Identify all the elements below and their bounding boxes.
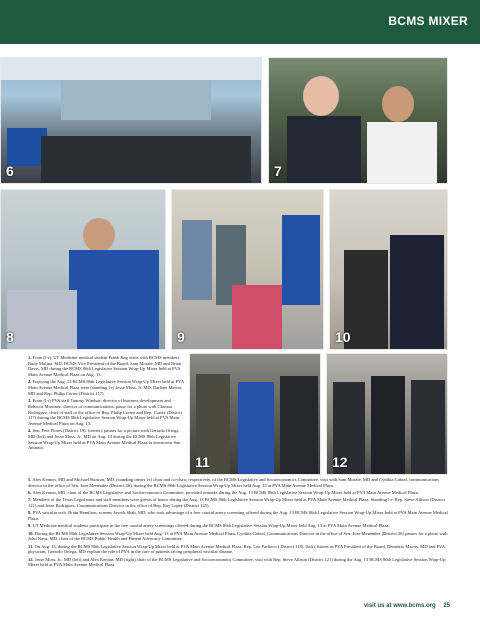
footer-link[interactable]: visit us at www.bcms.org — [363, 603, 436, 609]
page-section-title: BCMS MIXER — [388, 14, 468, 28]
photo-7 — [268, 57, 448, 184]
shirt-figure — [367, 122, 437, 184]
photo-number: 8 — [6, 329, 14, 345]
scrubs-figure — [282, 215, 320, 305]
photo-9 — [171, 189, 324, 350]
caption: 8. PVA vascular tech, Brian Hemilton, screens Jayesh Shah, MD, who took advantage of a free carotid artery screening offered during the Aug. 13 BCMS 86th Legislative Session Wrap-Up Mixer held at PVA Main Avenue Medical Plaza. — [28, 510, 448, 521]
photo-8 — [0, 189, 166, 350]
scrubs-figure — [69, 250, 159, 350]
photo-number: 7 — [274, 163, 282, 179]
crowd-silhouette — [41, 136, 251, 184]
scrubs-figure — [238, 382, 274, 475]
photo-number: 9 — [177, 329, 185, 345]
person-face — [303, 76, 339, 116]
person-face — [83, 218, 115, 252]
photo-10 — [329, 189, 448, 350]
caption: 12. Jesse Moss, Jr., MD (left) and Alex Kenton, MD (right) chair of the BCMS Legislative and Socioeconomics Committee, visit with Rep. Steve Allison (District 121) during the Aug. 13 BCMS 86th Legislative Session Wrap-Up Mixer held at PVA Main Avenue Medical Plaza. — [28, 556, 446, 568]
photo-11 — [189, 353, 321, 475]
caption: 3. From (l-r) PVA staff Tammy Windsor, director of business development and Rebecca Martinez, director of communications, pause for a photo with Clarissa Rodriguez, chief of staff to the office of Rep. Philip Cortez and Rep. Cortez (District 117) during the BCMS 86th Legislative Session Wrap-Up Mixer held at PVA Main Avenue Medical Plaza on Aug. 13. — [28, 398, 183, 426]
footer — [364, 603, 450, 609]
photo-number: 12 — [332, 454, 348, 470]
photo-6 — [0, 57, 262, 184]
page-number: 25 — [443, 603, 450, 609]
caption: 11. On Aug. 13, during the BCMS 86th Legislative Session Wrap-Up Mixer held at PVA Main Avenue Medical Plaza, Rep. Leo Pacheco ( District 118), (left), listens as PVA President of the Board, Demetrio Macris, MD and PVA physician, Gerardo Ortega, MD explain the role of PVA in the care of patients facing peripheral vascular disease. — [28, 543, 445, 555]
caption: 9. UT Medicine medical students participate in the free carotid artery screenings offered during the BCMS 86th Legislative Session Wrap-Up Mixer held Aug. 13 at PVA Main Avenue Medical Plaza. — [28, 523, 390, 529]
caption: 6. Alex Kenton, MD, chair of the BCMS Legislative and Socioeconomics Committee, provided remarks during the Aug. 13 BCMS 86th Legislative Session Wrap-Up Mixer held at PVA Main Avenue Medical Plaza. — [28, 490, 419, 495]
captions-full — [28, 477, 452, 570]
caption: 5. Alex Kenton, MD and Michael Buriron, MD, (standing center l-r) chair and co-chair, respectively, of the BCMS Legislative and Socioeconomics Committee, visit with Sam Morale, MD and Cynthia Cabral, communications director in the office of Sen. Jose Menendez (District 26), during the BCMS 86th Legislative Session Wrap-Up Mixer held Aug. 13 at PVA Main Avenue Medical Plaza. — [28, 477, 440, 488]
caption: 1. From (l-r): UT Medicine medical student Frank Jing visits with BCMS members Rudy Molina, MD, BCMS Vice President of the Board, Sam Morale, MD and Brian Davis, MD during the BCMS 86th Legislative Session Wrap-Up Mixer held at PVA Main Avenue Medical Plaza on Aug. 13. — [28, 355, 182, 378]
caption: 7. Members of the Texas Legislature and staff members were guests of honor during the Aug. 13 BCMS 86th Legislative Session Wrap-Up Mixer held at PVA Main Avenue Medical Plaza. Standing l-r: Rep. Steve Allison (District 121) and Jesse Rodriguez, Communications Director in the office of Rep. Ray Lopez (District 125). — [28, 497, 445, 508]
suit-figure — [371, 376, 405, 475]
suit-figure — [287, 116, 361, 184]
patient-figure — [7, 290, 77, 350]
photo-number: 10 — [335, 329, 351, 345]
captions-column — [28, 355, 186, 453]
caption: 4. Sen. Pete Flores (District 19), (center), pauses for a picture with Gerardo Ortega, MD (left) and Jesse Moss, Jr., MD on Aug. 13 during the BCMS 86th Legislative Session Wrap-Up Mixer held at PVA Main Avenue Medical Plaza in downtown San Antonio. — [28, 428, 181, 451]
person-figure — [182, 220, 212, 300]
caption: 10. During the BCMS 86th Legislative Session Wrap-Up Mixer held Aug. 13 at PVA Main Avenue Medical Plaza, Cynthia Cabral, Communications Director in the office of Sen. Jose Menendez (District 26) pauses for a photo with John Nava, MD, chair of the BCMS Public Health and Patient Advocacy Committee. — [28, 530, 448, 542]
patient-figure — [232, 285, 282, 350]
ceiling-decor — [1, 58, 261, 80]
header-bar — [0, 0, 480, 44]
suit-figure — [280, 376, 318, 475]
suit-figure — [411, 380, 445, 475]
photo-number: 11 — [195, 454, 210, 470]
mural-decor — [61, 80, 211, 120]
photo-12 — [326, 353, 448, 475]
suit-figure — [390, 235, 444, 350]
photo-number: 6 — [6, 163, 14, 179]
person-face — [382, 86, 414, 122]
caption: 2. Enjoying the Aug. 13 BCMS 86th Legislative Session Wrap-Up Mixer held at PVA Main Avenue Medical Plaza were (standing l-r) Jesse Moss, Jr. MD, Darlene Mercer, MD and Rep. Philip Cortez (District 117). — [28, 379, 184, 396]
